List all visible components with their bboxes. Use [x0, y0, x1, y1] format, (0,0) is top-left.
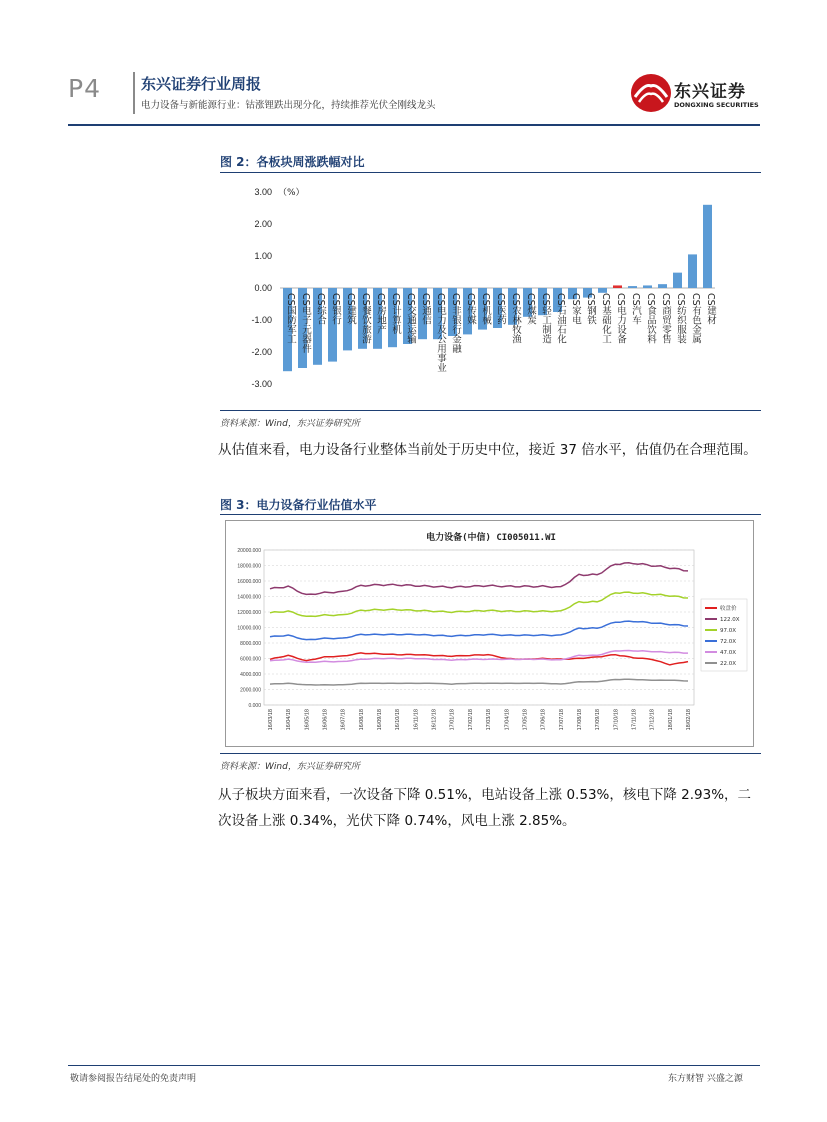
x-tick-label: 16/08/18 [358, 709, 365, 731]
x-tick-label: 16/09/18 [377, 709, 384, 731]
y-tick-label: 18000.000 [237, 563, 261, 570]
category-label: CS传媒 [465, 293, 476, 325]
bar [688, 254, 697, 288]
footer-disclaimer: 敬请参阅报告结尾处的免责声明 [70, 1074, 197, 1084]
category-label: CS国防军工 [285, 293, 296, 344]
category-label: CS纺织服装 [675, 293, 686, 344]
category-label: CS餐饮旅游 [360, 293, 371, 344]
y-tick-label: 3.00 [254, 187, 272, 197]
figure2-bottom-rule [220, 410, 761, 411]
category-label: CS医药 [495, 293, 506, 325]
y-tick-label: 6000.000 [240, 656, 261, 663]
x-tick-label: 16/06/18 [322, 709, 329, 731]
x-tick-label: 18/02/18 [686, 709, 692, 731]
y-tick-label: 0.00 [254, 283, 272, 293]
x-tick-label: 16/04/18 [286, 709, 293, 731]
x-tick-label: 17/03/18 [486, 709, 493, 731]
paragraph-valuation: 从估值来看，电力设备行业整体当前处于历史中位，接近 37 倍水平，估值仍在合理范围。 [218, 442, 757, 458]
figure3-title: 图 3：电力设备行业估值水平 [220, 498, 377, 512]
x-tick-label: 17/07/18 [558, 709, 565, 731]
y-tick-label: 4000.000 [240, 672, 261, 678]
figure3-bottom-rule [220, 753, 761, 754]
y-tick-label: 2000.000 [240, 687, 261, 694]
category-label: CS有色金属 [690, 293, 701, 344]
figure2-top-rule [220, 172, 761, 173]
x-tick-label: 17/02/18 [467, 709, 474, 731]
y-tick-label: 2.00 [254, 219, 272, 229]
logo-mark-icon [630, 73, 672, 113]
y-tick-label: 20000.000 [237, 548, 261, 554]
category-label: CS基础化工 [600, 293, 611, 344]
chart-title: 电力设备(中信) CI005011.WI [426, 533, 556, 543]
y-tick-label: 10000.000 [237, 625, 261, 632]
y-tick-label: 0.000 [248, 703, 261, 709]
figure2-source: 资料来源：Wind，东兴证券研究所 [220, 419, 360, 429]
x-tick-label: 16/03/18 [268, 709, 274, 731]
category-label: CS商贸零售 [660, 293, 671, 344]
x-tick-label: 16/05/18 [304, 709, 311, 731]
bar [643, 285, 652, 288]
y-tick-label: 14000.000 [237, 594, 261, 601]
category-label: CS建材 [705, 293, 716, 325]
category-label: CS综合 [315, 293, 326, 325]
y-tick-label: 16000.000 [237, 579, 261, 585]
valuation-chart-frame [225, 520, 754, 747]
category-label: CS电力设备 [615, 293, 626, 344]
footer-rule [68, 1065, 760, 1066]
category-label: CS建筑 [345, 293, 356, 325]
header-divider [133, 72, 135, 114]
y-tick-label: -3.00 [251, 379, 272, 389]
category-label: CS通信 [420, 293, 431, 325]
y-tick-label: -1.00 [251, 315, 272, 325]
figure3-top-rule [220, 514, 761, 515]
category-label: CS家电 [570, 293, 581, 325]
category-label: CS汽车 [630, 293, 641, 325]
x-tick-label: 17/12/18 [649, 709, 656, 731]
report-subtitle: 电力设备与新能源行业：钴涨锂跌出现分化，持续推荐光伏全刚线龙头 [141, 100, 436, 111]
category-label: CS钢铁 [585, 293, 596, 325]
x-tick-label: 17/05/18 [522, 709, 529, 731]
x-tick-label: 16/11/18 [413, 709, 420, 731]
x-tick-label: 18/01/18 [667, 709, 674, 731]
category-label: CS煤炭 [525, 293, 536, 325]
paragraph-subsectors: 从子板块方面来看，一次设备下降 0.51%，电站设备上涨 0.53%，核电下降 2.93%，二次设备上涨 0.34%，光伏下降 0.74%，风电上涨 2.85%。 [218, 787, 752, 829]
category-label: CS石油石化 [555, 293, 566, 344]
report-title: 东兴证券行业周报 [141, 75, 262, 93]
bar [673, 273, 682, 288]
y-unit-label: （%） [278, 188, 305, 198]
x-tick-label: 17/01/18 [449, 709, 456, 731]
x-tick-label: 17/11/18 [631, 709, 638, 731]
x-tick-label: 17/08/18 [576, 709, 583, 731]
legend-label: 47.0X [720, 650, 737, 656]
category-label: CS食品饮料 [645, 293, 656, 344]
bar [658, 284, 667, 288]
bar [703, 205, 712, 288]
category-label: CS交通运输 [405, 293, 416, 344]
category-label: CS房地产 [375, 293, 386, 335]
category-label: CS银行 [330, 293, 341, 325]
legend-label: 97.0X [720, 628, 737, 634]
bar [613, 285, 622, 288]
page-number: P4 [68, 74, 101, 103]
category-label: CS机械 [480, 293, 491, 325]
x-tick-label: 16/12/18 [431, 709, 438, 731]
category-label: CS轻工制造 [540, 293, 551, 344]
header-rule [68, 124, 760, 126]
logo-text: 东兴证券 [674, 82, 746, 102]
logo-text-en: DONGXING SECURITIES [674, 101, 759, 109]
x-tick-label: 17/09/18 [595, 709, 602, 731]
category-label: CS非银行金融 [450, 293, 461, 354]
y-tick-label: 8000.000 [240, 641, 261, 647]
category-label: CS电子元器件 [300, 293, 311, 354]
x-tick-label: 17/10/18 [613, 709, 620, 731]
footer-slogan: 东方财智 兴盛之源 [668, 1074, 743, 1084]
x-tick-label: 16/10/18 [395, 709, 402, 731]
bar [628, 286, 637, 288]
category-label: CS计算机 [390, 293, 401, 335]
category-label: CS电力及公用事业 [435, 293, 446, 373]
sector-bar-chart [220, 178, 761, 408]
y-tick-label: -2.00 [251, 347, 272, 357]
x-tick-label: 16/07/18 [340, 709, 347, 731]
figure3-source: 资料来源：Wind，东兴证券研究所 [220, 762, 360, 772]
legend-label: 22.0X [720, 661, 737, 667]
category-label: CS农林牧渔 [510, 293, 521, 344]
legend-label: 122.0X [720, 617, 740, 623]
figure2-title: 图 2：各板块周涨跌幅对比 [220, 155, 365, 169]
valuation-line-chart [226, 521, 753, 746]
x-tick-label: 17/06/18 [540, 709, 547, 731]
legend-label: 收盘价 [720, 606, 737, 612]
legend-label: 72.0X [720, 639, 737, 645]
x-tick-label: 17/04/18 [504, 709, 511, 731]
y-tick-label: 12000.000 [237, 610, 261, 616]
y-tick-label: 1.00 [254, 251, 272, 261]
